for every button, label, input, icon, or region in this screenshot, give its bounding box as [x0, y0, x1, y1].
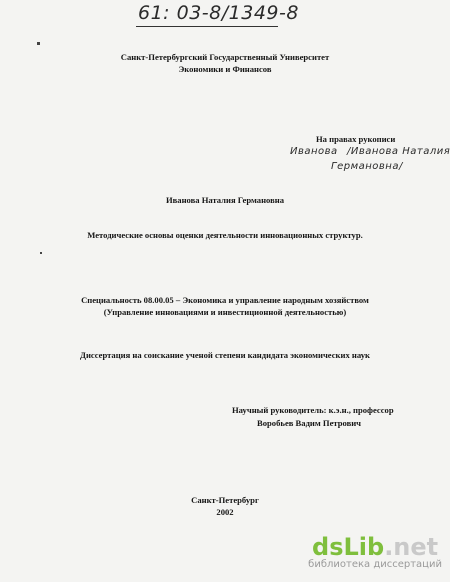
stamp-underline [136, 26, 278, 27]
author-name: Иванова Наталия Германовна [165, 195, 285, 205]
specialty-subline: (Управление инновациями и инвестиционной деятельностью) [103, 307, 347, 317]
watermark-tagline: библиотека диссертаций [308, 559, 442, 570]
author-signature-name: /Иванова Наталия [347, 146, 450, 157]
watermark [308, 535, 442, 570]
publication-year: 2002 [216, 507, 234, 517]
scan-mark-left [37, 42, 40, 45]
scan-mark-dot [40, 252, 42, 254]
archive-stamp-code: 61: 03-8/1349-8 [138, 2, 299, 24]
watermark-brand: dsLib [312, 533, 385, 561]
supervisor-name: Воробьев Вадим Петрович [257, 418, 362, 428]
degree-statement: Диссертация на соискание ученой степени кандидата экономических наук [80, 350, 370, 360]
dissertation-title: Методические основы оценки деятельности инновационных структур. [87, 230, 363, 240]
faculty-name: Экономики и Финансов [178, 64, 272, 74]
author-signature: Иванова [290, 146, 338, 157]
author-signature-patronymic: Германовна/ [331, 161, 403, 172]
watermark-logo [308, 535, 442, 559]
publication-city: Санкт-Петербург [191, 495, 259, 505]
university-name: Санкт-Петербургский Государственный Университет [120, 52, 330, 62]
watermark-tld: .net [384, 533, 439, 561]
manuscript-rights-note: На правах рукописи [316, 134, 396, 144]
specialty-line: Специальность 08.00.05 – Экономика и управление народным хозяйством [81, 295, 369, 305]
supervisor-role: Научный руководитель: к.э.н., профессор [232, 405, 394, 415]
